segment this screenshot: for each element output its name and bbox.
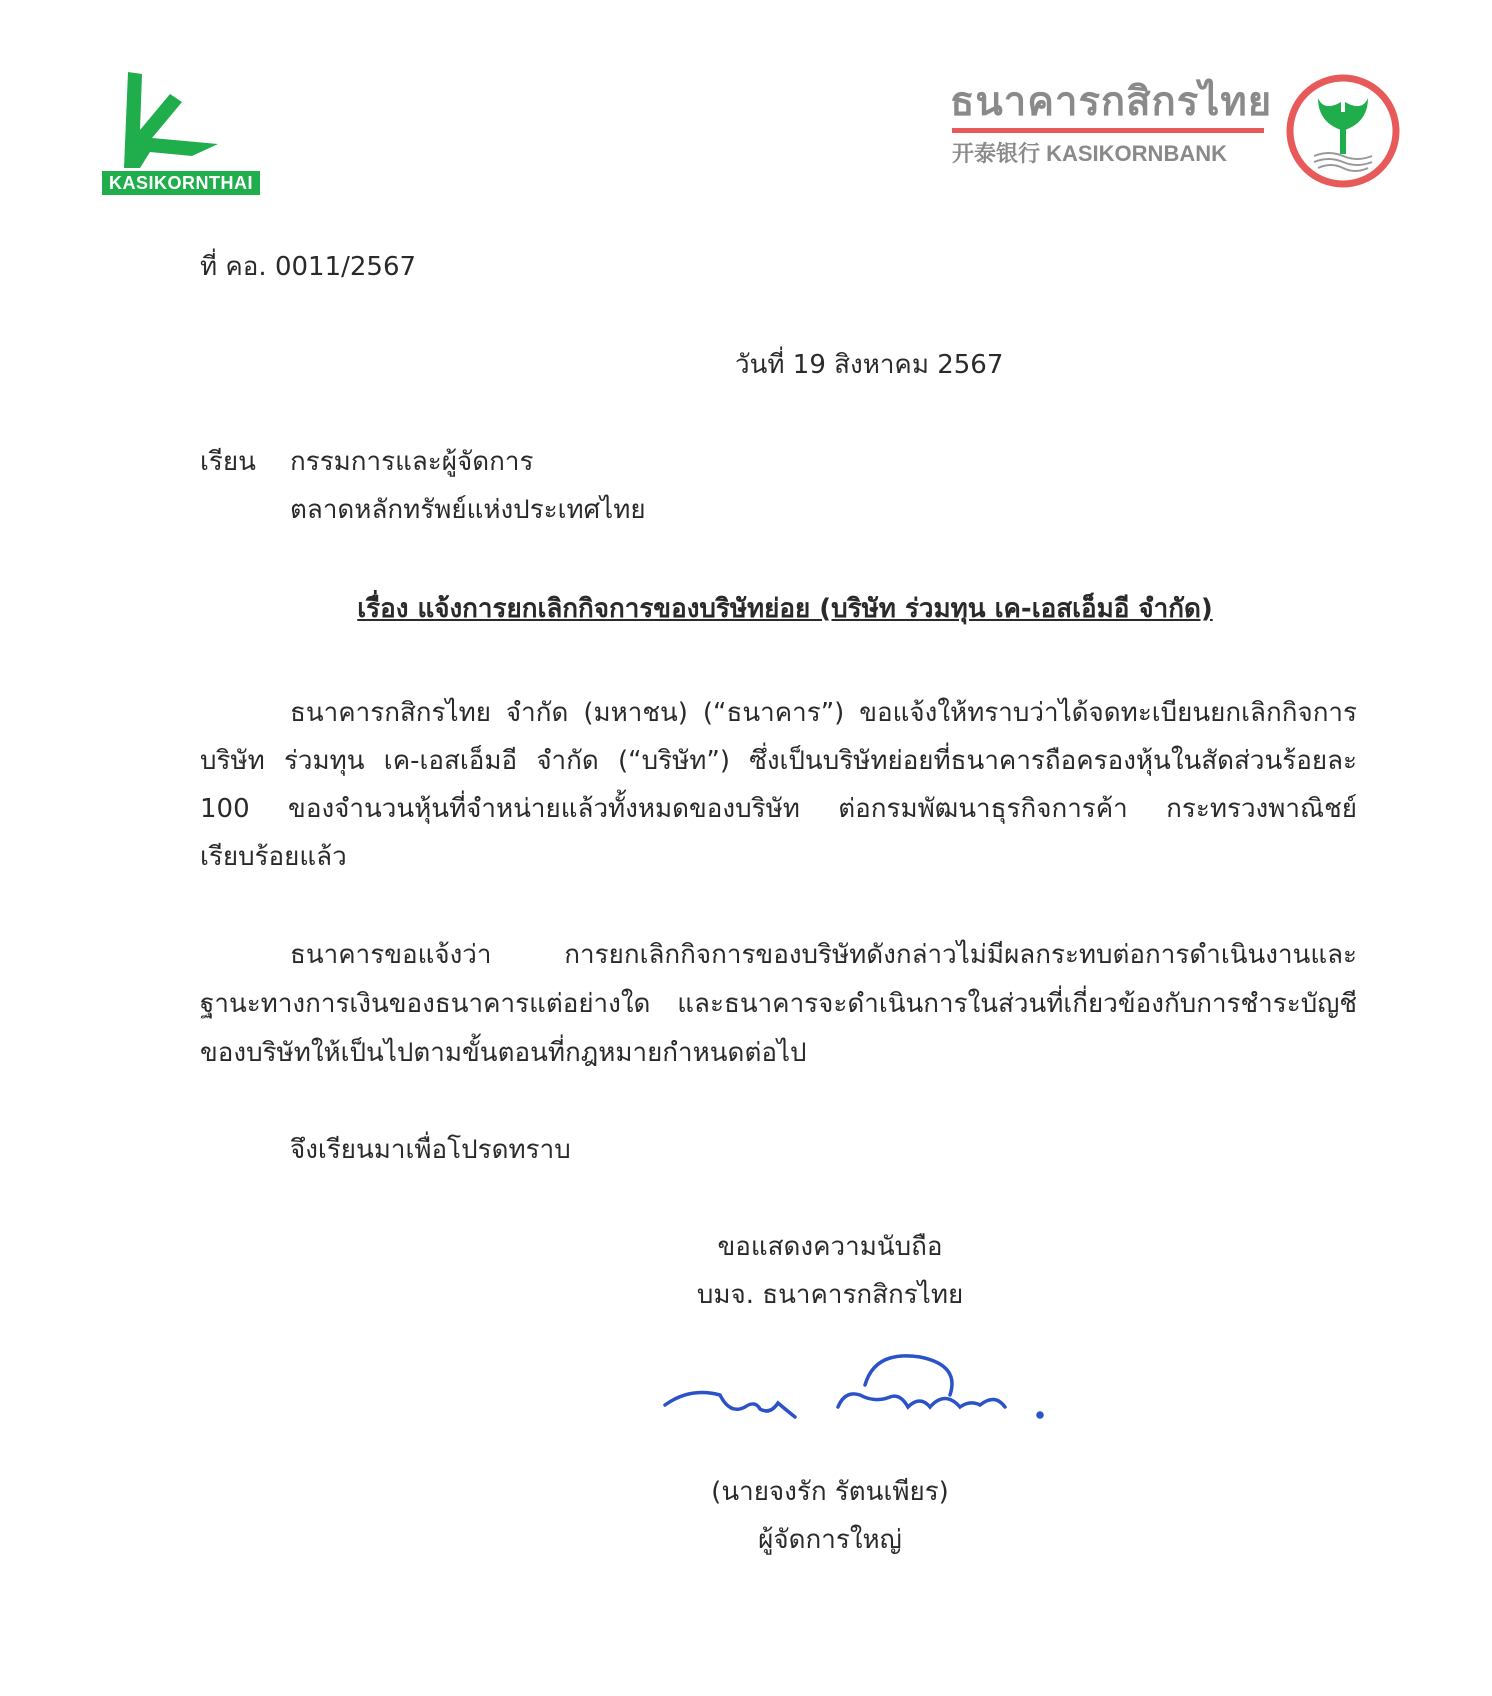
- paragraph-1-line: ธนาคารกสิกรไทย จำกัด (มหาชน) (“ธนาคาร”) ขอแจ้งให้ทราบว่าได้จดทะเบียนยกเลิกกิจการ: [290, 698, 1357, 728]
- subject-text: เรื่อง แจ้งการยกเลิกกิจการของบริษัทย่อย (บริษัท ร่วมทุน เค-เอสเอ็มอี จำกัด): [357, 594, 1213, 624]
- kasikornbank-emblem-icon: [1284, 72, 1402, 190]
- paragraph-2-line: ฐานะทางการเงินของธนาคารแต่อย่างใด และธนาคารจะดำเนินการในส่วนที่เกี่ยวข้องกับการชำระบัญชี: [200, 989, 1357, 1019]
- bank-name-thai: ธนาคารกสิกรไทย: [950, 79, 1273, 125]
- paragraph-1-line: เรียบร้อยแล้ว: [200, 842, 347, 872]
- closing: ขอแสดงความนับถือ: [717, 1232, 943, 1262]
- paragraph-1-line: บริษัท ร่วมทุน เค-เอสเอ็มอี จำกัด (“บริษัท”) ซึ่งเป็นบริษัทย่อยที่ธนาคารถือครองหุ้นในสัดส่วนร้อยละ: [200, 746, 1357, 776]
- reference-number: ที่ คอ. 0011/2567: [200, 252, 417, 282]
- company-name: บมจ. ธนาคารกสิกรไทย: [696, 1280, 964, 1310]
- signatory-position: ผู้จัดการใหญ่: [758, 1525, 902, 1555]
- paragraph-1-line: 100 ของจำนวนหุ้นที่จำหน่ายแล้วทั้งหมดของบริษัท ต่อกรมพัฒนาธุรกิจการค้า กระทรวงพาณิชย์: [200, 794, 1357, 824]
- recipient-label: เรียน: [200, 447, 256, 477]
- signature: [660, 1345, 1050, 1440]
- kasikornthai-label: KASIKORNTHAI: [102, 171, 260, 195]
- signatory-name: (นายจงรัก รัตนเพียร): [711, 1477, 949, 1507]
- subject-line: [0, 592, 1492, 626]
- logo-divider: [952, 128, 1264, 133]
- bank-name-english: 开泰银行 KASIKORNBANK: [952, 141, 1228, 166]
- paragraph-2-line: ของบริษัทให้เป็นไปตามขั้นตอนที่กฎหมายกำหนดต่อไป: [200, 1038, 807, 1068]
- letter-date: วันที่ 19 สิงหาคม 2567: [735, 350, 1004, 380]
- closing-request: จึงเรียนมาเพื่อโปรดทราบ: [290, 1135, 571, 1165]
- paragraph-2-line: ธนาคารขอแจ้งว่า การยกเลิกกิจการของบริษัทดังกล่าวไม่มีผลกระทบต่อการดำเนินงานและ: [290, 940, 1357, 970]
- recipient-line: ตลาดหลักทรัพย์แห่งประเทศไทย: [290, 495, 646, 525]
- recipient-line: กรรมการและผู้จัดการ: [290, 447, 534, 477]
